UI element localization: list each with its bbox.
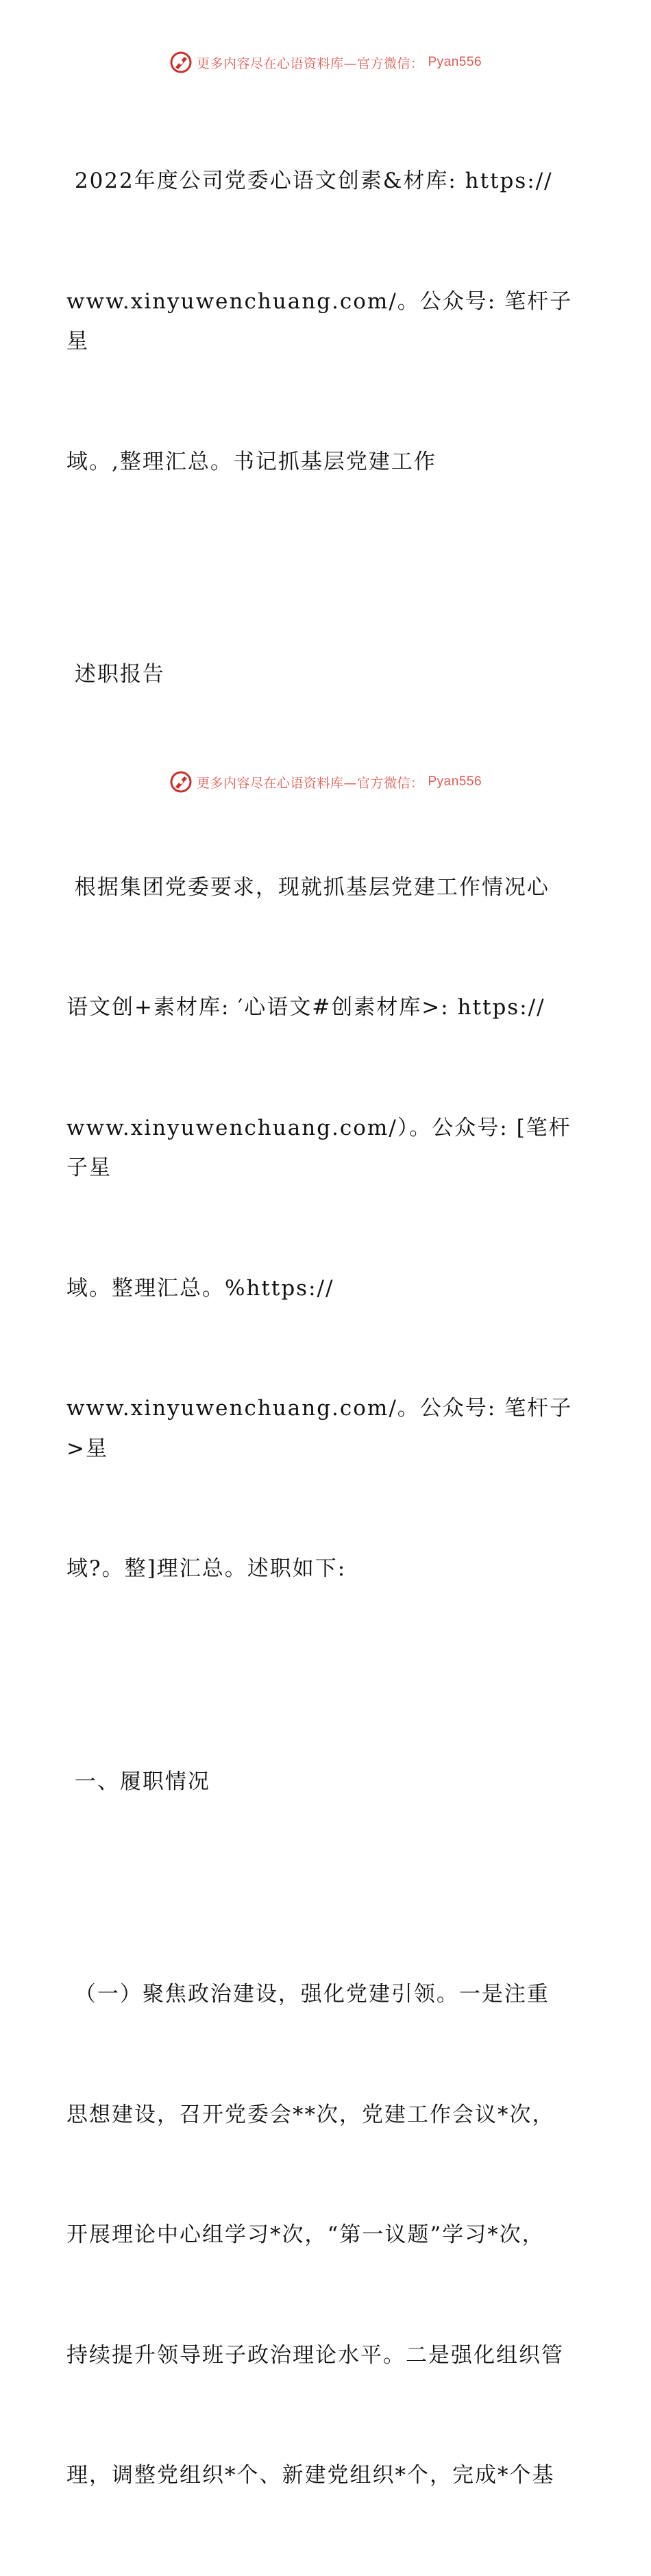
- text-line: 理，调整党组织*个、新建党组织*个，完成*个基: [66, 2463, 555, 2488]
- paragraph-title: [66, 574, 587, 775]
- text-line: 开展理论中心组学习*次，“第一议题”学习*次，: [66, 2222, 545, 2247]
- text-line: 域。,整理汇总。书记抓基层党建工作: [66, 449, 437, 474]
- watermark-wechat-id: Pyan556: [428, 774, 482, 789]
- watermark-wechat-id: Pyan556: [428, 55, 482, 69]
- paragraph-intro: [66, 81, 587, 562]
- text-line: （一）聚焦政治建设，强化党建引领。一是注重: [66, 1982, 550, 2007]
- text-line: 述职报告: [66, 662, 165, 687]
- header-watermark: [0, 51, 651, 74]
- text-line: 语文创+素材库: ′心语文#创素材库>: https://: [66, 995, 545, 1020]
- text-line: 持续提升领导班子政治理论水平。二是强化组织管: [66, 2342, 564, 2368]
- logo-icon: [169, 51, 193, 74]
- paragraph-section-1: [66, 1894, 587, 2576]
- text-line: www.xinyuwenchuang.com/）。公众号: [笔杆子星: [66, 1115, 572, 1180]
- text-line: 域?。整]理汇总。述职如下:: [66, 1556, 347, 1581]
- paragraph-preface: [66, 787, 587, 1669]
- text-line: www.xinyuwenchuang.com/。公众号: 笔杆子星: [66, 289, 573, 354]
- watermark-text: 更多内容尽在心语资料库—官方微信：: [196, 775, 424, 791]
- logo-icon: [169, 770, 193, 794]
- section-heading: [66, 1682, 587, 1882]
- text-line: 域。整理汇总。%https://: [66, 1275, 334, 1301]
- text-line: 思想建设，召开党委会**次，党建工作会议*次，: [66, 2102, 555, 2127]
- watermark-text: 更多内容尽在心语资料库—官方微信：: [196, 56, 424, 71]
- footer-watermark: [0, 770, 651, 794]
- text-line: 2022年度公司党委心语文创素&材库: https://: [66, 169, 553, 193]
- text-line: www.xinyuwenchuang.com/。公众号: 笔杆子>星: [66, 1396, 573, 1461]
- text-line: 一、履职情况: [66, 1769, 210, 1794]
- text-line: 根据集团党委要求，现就抓基层党建工作情况心: [66, 874, 550, 900]
- document-body: [66, 81, 587, 2576]
